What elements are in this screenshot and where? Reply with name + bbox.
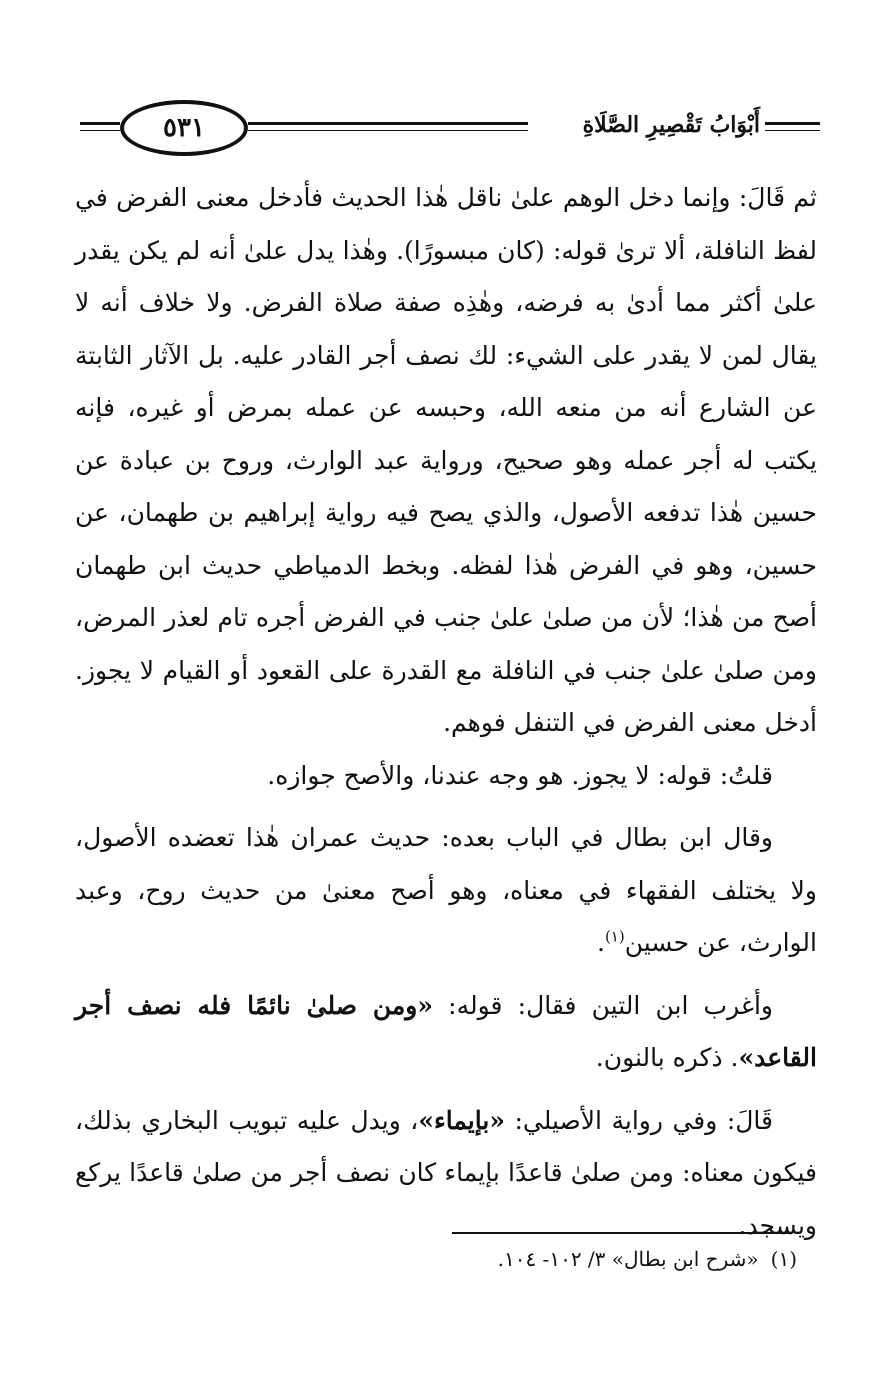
paragraph-3-end: . [596,928,605,957]
footnote-text: «شرح ابن بطال» ٣/ ١٠٢- ١٠٤. [497,1247,759,1271]
footnote [397,1244,797,1274]
paragraph-5-label: قَالَ: [726,1105,773,1135]
footnote-reference: (١) [604,927,625,946]
paragraph-2-label: قلتُ: [719,760,773,790]
paragraph-4-quote: «ومن صلىٰ نائمًا فله نصف أجر القاعد» [75,990,817,1072]
page-number-oval [120,100,248,156]
footnote-number: (١) [770,1247,797,1271]
header-rule-middle-bottom [248,130,528,131]
page-header [80,100,820,160]
paragraph-5-text-a: وفي رواية الأصيلي: [504,1105,727,1135]
header-rule-left-bottom [80,130,120,131]
paragraph-5-text-b: ، ويدل عليه تبويب البخاري بذلك، فيكون معناه: ومن صلىٰ قاعدًا بإيماء كان نصف أجر من صلىٰ قاعدًا يركع ويسجد. [75,1105,817,1240]
main-text [75,172,817,1252]
header-rule-left-top [80,122,120,125]
header-rule-right-top [765,122,820,125]
paragraph-1: ثم قَالَ: وإنما دخل الوهم علىٰ ناقل هٰذا الحديث فأدخل معنى الفرض في لفظ النافلة، ألا ترىٰ قوله: (كان مبسورًا). وهٰذا يدل علىٰ أنه لم يكن يقدر علىٰ أكثر مما أدىٰ به فرضه، وهٰذِه صفة صلاة الفرض. ولا خلاف أنه لا يقال لمن لا يقدر على الشيء: لك نصف أجر القادر عليه. بل الآثار الثابتة عن الشارع أنه من منعه الله، وحبسه عن عمله بمرض أو غيره، فإنه يكتب له أجر عمله وهو صحيح، ورواية عبد الوارث، وروح بن عبادة عن حسين هٰذا تدفعه الأصول، والذي يصح فيه رواية إبراهيم بن طهمان، عن حسين، وهو في الفرض هٰذا لفظه. وبخط الدمياطي حديث ابن طهمان أصح من هٰذا؛ لأن من صلىٰ علىٰ جنب في الفرض أجره تام لعذر المرض، ومن صلىٰ علىٰ جنب في النافلة مع القدرة على القعود أو القيام لا يجوز. أدخل معنى الفرض في التنفل فوهم. [75,183,817,737]
paragraph-3 [75,812,817,970]
page-number: ٥٣١ [163,113,205,143]
footnote-separator [452,1232,792,1234]
paragraph-3-text: وقال ابن بطال في الباب بعده: حديث عمران هٰذا تعضده الأصول، ولا يختلف الفقهاء في معناه، وهو أصح معنىٰ من حديث روح، وعبد الوارث، عن حسين [75,823,817,957]
paragraph-2 [75,750,817,803]
paragraph-5-quote: «بإيماء» [418,1105,505,1135]
paragraph-5 [75,1095,817,1253]
running-title: أَبْوَابُ تَقْصِيرِ الصَّلَاةِ [582,112,760,138]
paragraph-2-text: قوله: لا يجوز. هو وجه عندنا، والأصح جوازه. [267,760,720,790]
header-rule-right-bottom [765,130,820,131]
paragraph-4 [75,980,817,1085]
paragraph-4-text-b: . ذكره بالنون. [595,1043,739,1072]
header-rule-middle-top [248,122,528,125]
paragraph-4-text-a: وأغرب ابن التين فقال: قوله: [433,990,773,1020]
